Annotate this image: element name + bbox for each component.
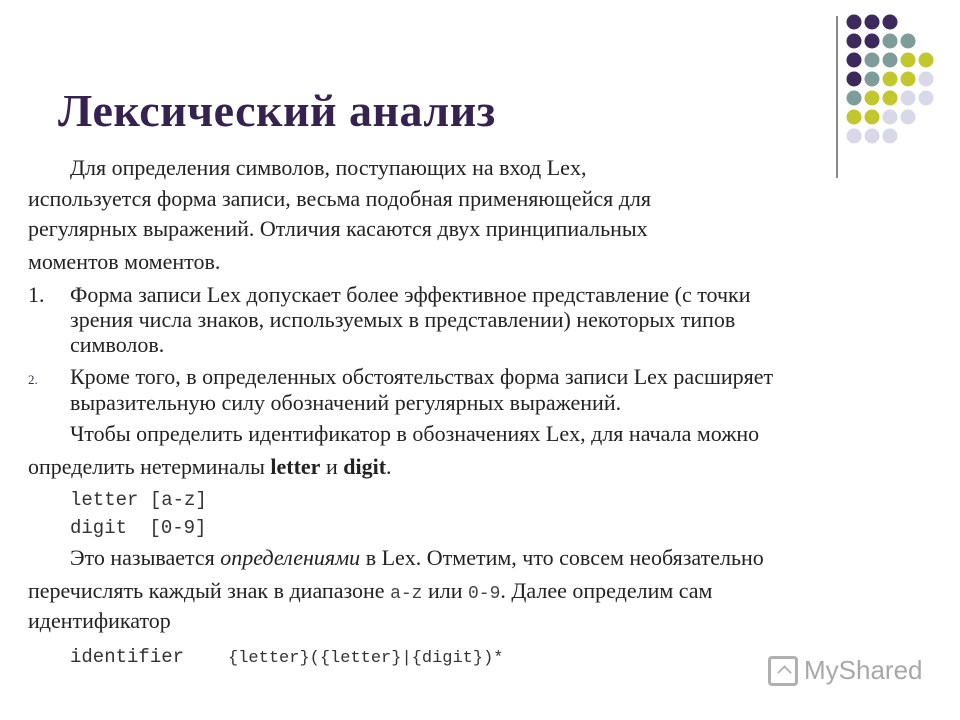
decor-dot: [847, 53, 862, 68]
decor-vertical-line: [836, 16, 838, 178]
def-digit-value: [0-9]: [149, 517, 207, 539]
decor-dot: [901, 34, 916, 49]
decor-dot: [847, 129, 862, 144]
watermark-text: MyShared: [804, 655, 923, 685]
list-marker-1: 1.: [28, 282, 45, 307]
decor-dot: [883, 110, 898, 125]
identifier-definition: [70, 644, 503, 672]
decor-dot: [847, 34, 862, 49]
decor-dot: [865, 34, 880, 49]
code-a-z: a-z: [390, 584, 423, 604]
para3-line-3: идентификатор: [28, 608, 171, 633]
para1-line-2: используется форма записи, весьма подобная применяющейся для: [28, 186, 652, 211]
decor-dot: [865, 110, 880, 125]
decor-dot-grid: [840, 10, 950, 170]
digit-term: digit: [343, 454, 387, 479]
def-letter-value: [a-z]: [149, 489, 207, 511]
watermark-logo-icon: [768, 656, 798, 686]
para1-line-1: Для определения символов, поступающих на вход Lex,: [70, 155, 587, 180]
period: .: [386, 454, 392, 479]
def-letter: [70, 487, 207, 513]
decor-dot: [865, 129, 880, 144]
decor-dot: [865, 53, 880, 68]
para3-line-2: [28, 578, 712, 607]
para3-text-b: в Lex. Отметим, что совсем необязательно: [360, 545, 764, 570]
letter-term: letter: [270, 454, 321, 479]
decor-dot: [919, 91, 934, 106]
decor-dot: [919, 72, 934, 87]
decor-dot: [865, 72, 880, 87]
list-item-1-line-1: Форма записи Lex допускает более эффективное представление (с точки: [70, 282, 751, 307]
code-0-9: 0-9: [468, 584, 501, 604]
identifier-name: identifier: [70, 646, 185, 668]
decor-dot: [883, 34, 898, 49]
para3-line-1: [70, 545, 764, 571]
def-digit: [70, 515, 206, 541]
para3-text-c: перечислять каждый знак в диапазоне: [28, 578, 391, 603]
decor-dot: [865, 15, 880, 30]
decor-dot: [901, 110, 916, 125]
or-text: или: [422, 578, 468, 603]
para1-line-4: моментов моментов.: [28, 249, 221, 274]
watermark: [768, 655, 923, 686]
slide-title: Лексический анализ: [58, 85, 496, 136]
decor-dot: [919, 53, 934, 68]
decor-dot: [883, 91, 898, 106]
list-marker-2: 2.: [28, 372, 38, 387]
and-text: и: [320, 454, 344, 479]
list-item-2-line-1: Кроме того, в определенных обстоятельствах форма записи Lex расширяет: [70, 364, 774, 389]
list-item-2-line-2: выразительную силу обозначений регулярных выражений.: [70, 390, 622, 415]
para3-text-d: . Далее определим сам: [500, 578, 713, 603]
decor-dot: [901, 72, 916, 87]
para3-text-a: Это называется: [70, 545, 221, 570]
identifier-value: {letter}({letter}|{digit})*: [228, 649, 504, 668]
list-item-1-line-3: символов.: [70, 332, 165, 357]
decor-dot: [901, 53, 916, 68]
list-item-1-line-2: зрения числа знаков, используемых в представлении) некоторых типов: [70, 307, 736, 332]
def-letter-name: letter: [70, 489, 139, 511]
decor-dot: [847, 91, 862, 106]
decor-dot: [883, 15, 898, 30]
para2-text: определить нетерминалы: [28, 454, 271, 479]
def-digit-name: digit: [70, 517, 128, 539]
decor-dot: [883, 72, 898, 87]
decor-dot: [865, 91, 880, 106]
decor-dot: [883, 53, 898, 68]
decor-dot: [847, 72, 862, 87]
para1-line-3: регулярных выражений. Отличия касаются двух принципиальных: [28, 216, 648, 241]
decor-dot: [847, 15, 862, 30]
para2-line-2: [28, 454, 392, 480]
decor-dot: [883, 129, 898, 144]
decor-dot: [847, 110, 862, 125]
definitions-term: определениями: [220, 545, 361, 570]
para2-line-1: Чтобы определить идентификатор в обозначениях Lex, для начала можно: [70, 421, 760, 446]
decor-dot: [901, 91, 916, 106]
